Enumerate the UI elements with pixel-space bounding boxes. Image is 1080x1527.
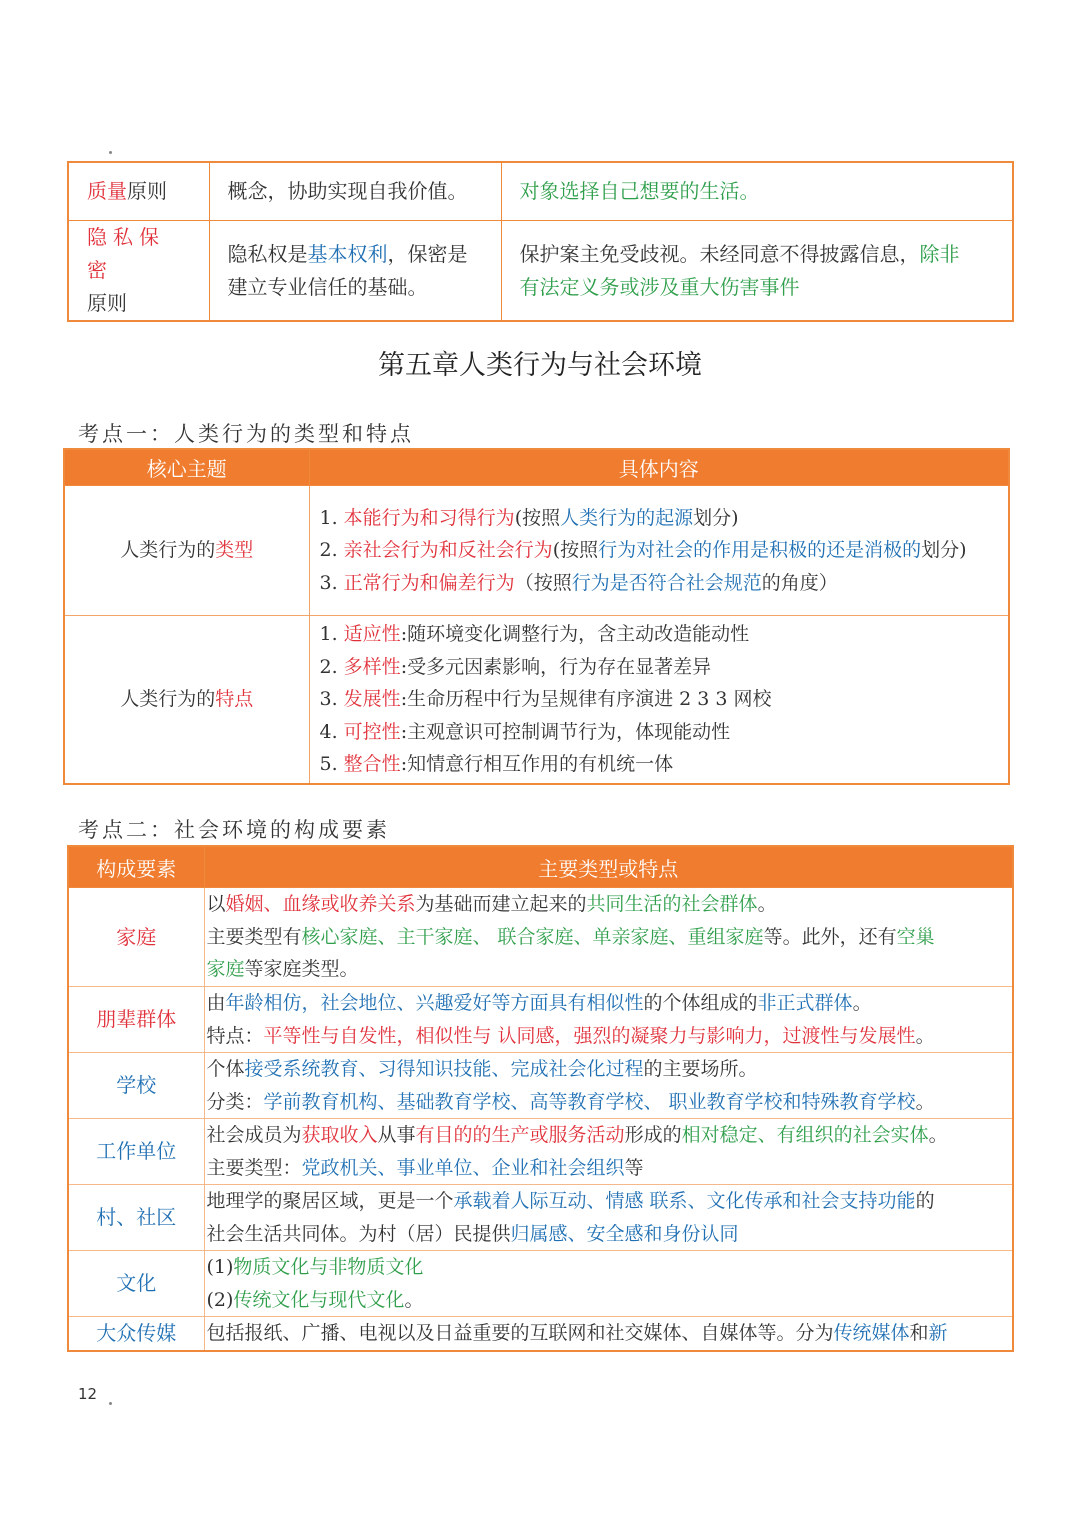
element-name: 大众传媒 [68, 1317, 204, 1351]
element-content: 由年龄相仿，社会地位、兴趣爱好等方面具有相似性的个体组成的非正式群体。 特点：平等性与自发性，相似性与 认同感，强烈的凝聚力与影响力，过渡性与发展性。 [204, 987, 1013, 1053]
element-content: 包括报纸、广播、电视以及日益重要的互联网和社交媒体、自媒体等。分为传统媒体和新 [204, 1317, 1013, 1351]
element-content: (1)物质文化与非物质文化 (2)传统文化与现代文化。 [204, 1251, 1013, 1317]
list-item: 1. 适应性:随环境变化调整行为，含主动改造能动性 [319, 623, 750, 645]
scan-dot [109, 151, 112, 154]
principle-concept: 概念，协助实现自我价值。 [209, 162, 501, 221]
table-row [68, 1317, 1013, 1351]
section-heading-2: 考点二：社会环境的构成要素 [78, 818, 390, 842]
list-item: 4. 可控性:主观意识可控制调节行为，体现能动性 [319, 720, 731, 743]
table-row [68, 888, 1013, 987]
element-content: 以婚姻、血缘或收养关系为基础而建立起来的共同生活的社会群体。 主要类型有核心家庭、主干家庭、 联合家庭、单亲家庭、重组家庭等。此外，还有空巢 家庭等家庭类型。 [204, 888, 1013, 987]
principles-table-continued [67, 161, 1014, 322]
column-header: 核心主题 [64, 449, 309, 486]
table-header-row [68, 846, 1013, 888]
column-header: 构成要素 [68, 846, 204, 888]
principle-name: 质量原则 [68, 162, 209, 221]
list-item: 3. 正常行为和偏差行为（按照行为是否符合社会规范的角度） [319, 571, 838, 594]
list-item: 2. 亲社会行为和反社会行为(按照行为对社会的作用是积极的还是消极的划分) [319, 539, 967, 562]
row-content [309, 616, 1009, 784]
principle-detail: 保护案主免受歧视。未经同意不得披露信息，除非 有法定义务或涉及重大伤害事件 [501, 221, 1013, 322]
table-row [68, 162, 1013, 221]
row-topic: 人类行为的类型 [64, 486, 309, 616]
table-row [68, 1053, 1013, 1119]
scan-dot [109, 1402, 112, 1405]
element-name: 朋辈群体 [68, 987, 204, 1053]
list-item: 2. 多样性:受多元因素影响，行为存在显著差异 [319, 655, 712, 678]
column-header: 主要类型或特点 [204, 846, 1013, 888]
table-row [64, 616, 1009, 784]
element-content: 社会成员为获取收入从事有目的的生产或服务活动形成的相对稳定、有组织的社会实体。 主要类型：党政机关、事业单位、企业和社会组织等 [204, 1119, 1013, 1185]
section-heading-1: 考点一：人类行为的类型和特点 [78, 422, 414, 446]
row-content [309, 486, 1009, 616]
row-topic: 人类行为的特点 [64, 616, 309, 784]
page-number: 12 [78, 1385, 98, 1403]
element-content: 地理学的聚居区域，更是一个承载着人际互动、情感 联系、文化传承和社会支持功能的 社会生活共同体。为村（居）民提供归属感、安全感和身份认同 [204, 1185, 1013, 1251]
list-item: 5. 整合性:知情意行相互作用的有机统一体 [319, 753, 674, 775]
table-header-row [64, 449, 1009, 486]
table-row [68, 987, 1013, 1053]
element-name: 村、社区 [68, 1185, 204, 1251]
environment-table [67, 845, 1014, 1352]
element-name: 文化 [68, 1251, 204, 1317]
principle-concept: 隐私权是基本权利，保密是 建立专业信任的基础。 [209, 221, 501, 322]
table-row [64, 486, 1009, 616]
table-row [68, 1251, 1013, 1317]
list-item: 3. 发展性:生命历程中行为呈规律有序演进 2 3 3 网校 [319, 688, 772, 710]
table-row [68, 221, 1013, 322]
list-item: 1. 本能行为和习得行为(按照人类行为的起源划分) [319, 506, 739, 529]
element-content: 个体接受系统教育、习得知识技能、完成社会化过程的主要场所。 分类：学前教育机构、基础教育学校、高等教育学校、 职业教育学校和特殊教育学校。 [204, 1053, 1013, 1119]
column-header: 具体内容 [309, 449, 1009, 486]
principle-detail: 对象选择自己想要的生活。 [501, 162, 1013, 221]
table-row [68, 1119, 1013, 1185]
element-name: 家庭 [68, 888, 204, 987]
element-name: 学校 [68, 1053, 204, 1119]
behavior-table [63, 448, 1010, 785]
table-row [68, 1185, 1013, 1251]
chapter-title: 第五章人类行为与社会环境 [378, 350, 702, 381]
element-name: 工作单位 [68, 1119, 204, 1185]
principle-name: 隐私保密 原则 [68, 221, 209, 322]
